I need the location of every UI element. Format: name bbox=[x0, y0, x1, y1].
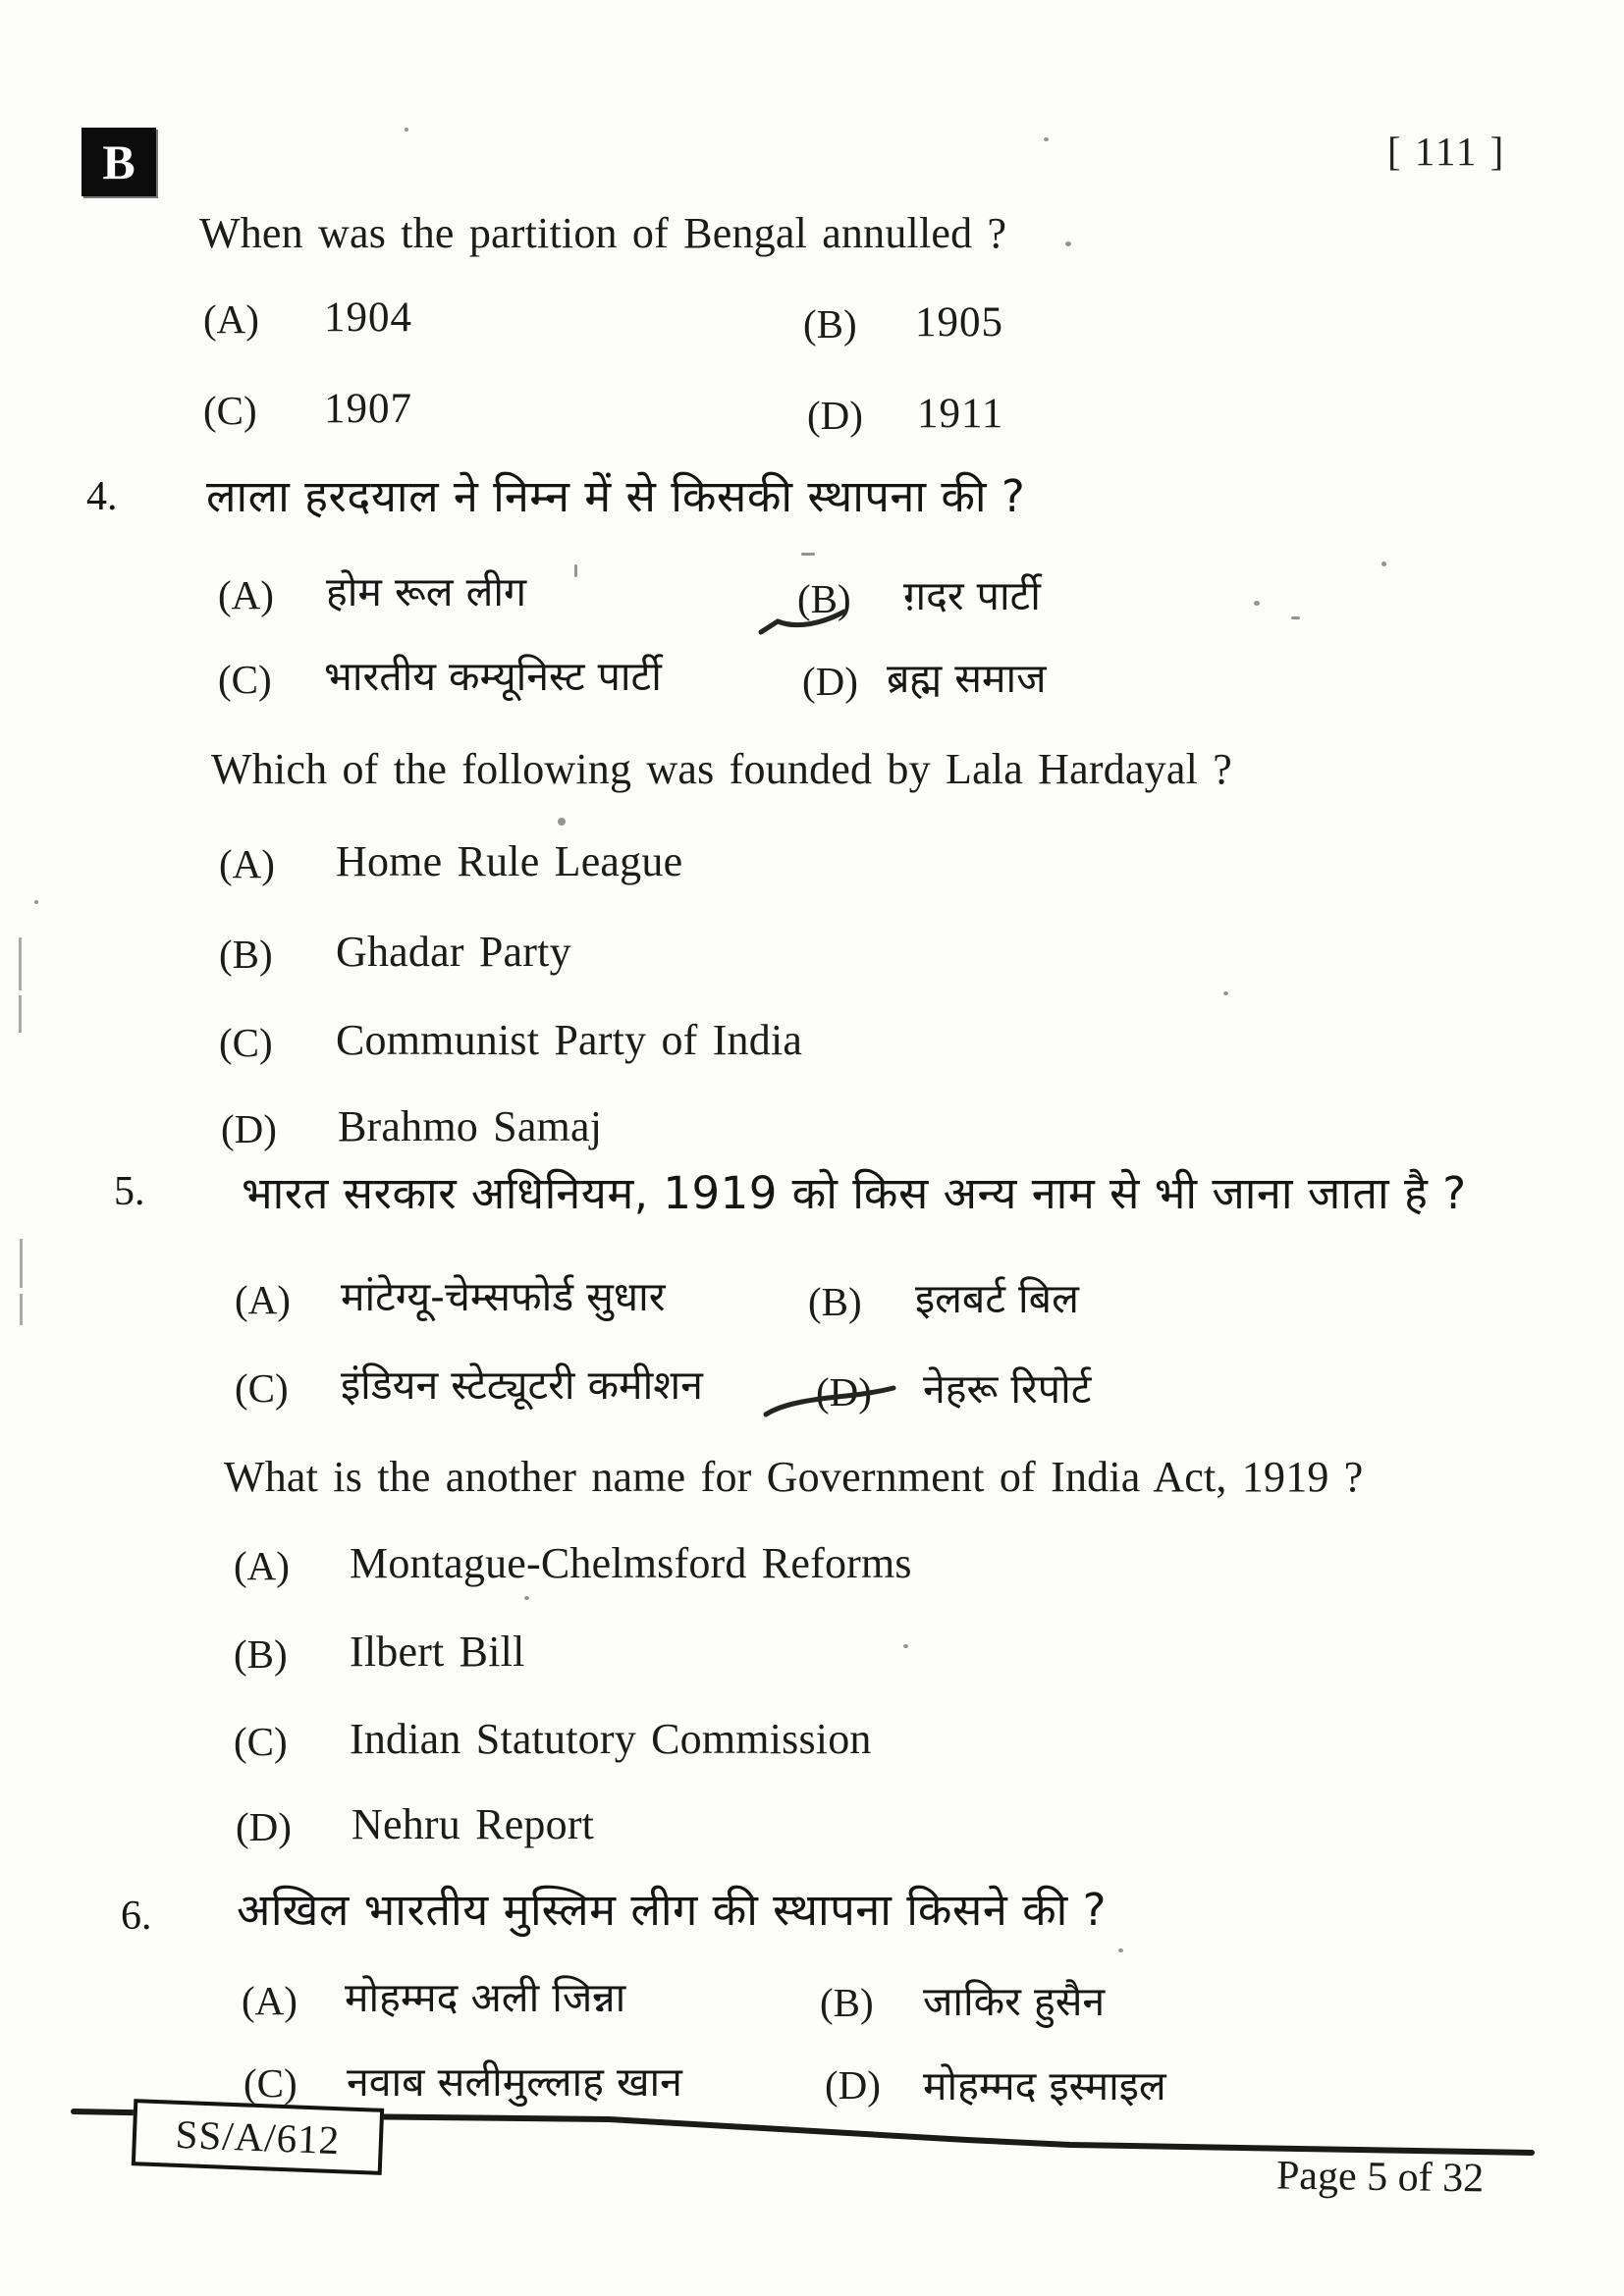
q5-en-option-b-text: Ilbert Bill bbox=[350, 1628, 525, 1676]
q6-hi-option-c-label: (C) bbox=[244, 2060, 298, 2106]
q4-hi-option-c-text: भारतीय कम्यूनिस्ट पार्टी bbox=[324, 653, 662, 700]
section-badge bbox=[81, 128, 156, 196]
q4-en-option-a-text: Home Rule League bbox=[336, 837, 683, 885]
scan-speck bbox=[405, 128, 408, 132]
scan-speck bbox=[1223, 991, 1228, 995]
q3-option-b-label: (B) bbox=[803, 301, 857, 347]
q5-hi-option-c-label: (C) bbox=[235, 1365, 289, 1411]
q6-hi-option-a-text: मोहम्मद अली जिन्ना bbox=[345, 1974, 626, 2021]
q3-option-c-label: (C) bbox=[203, 388, 257, 433]
page-number-bracket: [ 111 ] bbox=[1387, 129, 1506, 174]
scan-speck bbox=[524, 1596, 529, 1600]
q3-option-b-text: 1905 bbox=[915, 299, 1003, 346]
margin-tick bbox=[19, 937, 22, 990]
scan-speck bbox=[574, 564, 577, 577]
scan-speck bbox=[558, 818, 566, 826]
q3-option-d-text: 1911 bbox=[917, 391, 1004, 437]
q4-hi-option-d-label: (D) bbox=[802, 659, 858, 704]
q5-en-option-d-text: Nehru Report bbox=[352, 1800, 595, 1848]
q6-number: 6. bbox=[121, 1894, 152, 1939]
scan-speck bbox=[801, 553, 815, 556]
section-badge-letter: B bbox=[102, 134, 135, 189]
q5-hi-option-b-text: इलबर्ट बिल bbox=[915, 1275, 1079, 1322]
margin-tick bbox=[19, 995, 22, 1033]
scan-speck bbox=[1291, 616, 1300, 619]
paper-code-box bbox=[132, 2099, 384, 2175]
q3-option-a-label: (A) bbox=[203, 296, 259, 342]
q4-en-option-b-text: Ghadar Party bbox=[336, 928, 571, 976]
q5-en-option-a-text: Montague-Chelmsford Reforms bbox=[350, 1539, 912, 1587]
q5-stem-english: What is the another name for Government of India Act, 1919 ? bbox=[224, 1453, 1364, 1501]
q6-hi-option-a-label: (A) bbox=[242, 1978, 298, 2023]
q5-hi-option-d-text: नेहरू रिपोर्ट bbox=[923, 1365, 1092, 1413]
q5-en-option-b-label: (B) bbox=[234, 1631, 288, 1677]
q4-stem-hindi: लाला हरदयाल ने निम्न में से किसकी स्थापना की ? bbox=[206, 470, 1026, 522]
q6-hi-option-b-text: जाकिर हुसैन bbox=[923, 1978, 1106, 2025]
scan-speck bbox=[34, 900, 38, 904]
scan-speck bbox=[1044, 137, 1049, 141]
q5-hi-option-c-text: इंडियन स्टेट्यूटरी कमीशन bbox=[341, 1362, 703, 1409]
q4-hi-option-a-text: होम रूल लीग bbox=[326, 568, 527, 615]
q5-en-option-c-label: (C) bbox=[234, 1719, 288, 1764]
q4-hi-option-b-label: (B) bbox=[797, 576, 851, 621]
q4-en-option-d-text: Brahmo Samaj bbox=[338, 1102, 603, 1150]
q3-option-a-text: 1904 bbox=[324, 294, 412, 341]
q5-number: 5. bbox=[114, 1169, 145, 1214]
q4-hi-option-d-text: ब्रह्म समाज bbox=[887, 655, 1047, 702]
q4-hi-option-c-label: (C) bbox=[218, 657, 272, 702]
scan-speck bbox=[1118, 1949, 1123, 1952]
scan-speck bbox=[1381, 561, 1386, 566]
q6-hi-option-b-label: (B) bbox=[820, 1980, 874, 2025]
q4-hi-option-b-text: ग़दर पार्टी bbox=[903, 572, 1041, 619]
q4-en-option-c-label: (C) bbox=[219, 1020, 273, 1065]
q4-hi-option-a-label: (A) bbox=[218, 572, 274, 617]
q5-hi-option-a-label: (A) bbox=[235, 1277, 291, 1322]
q6-hi-option-d-label: (D) bbox=[825, 2062, 881, 2108]
q5-hi-option-b-label: (B) bbox=[808, 1279, 862, 1324]
q3-stem-english: When was the partition of Bengal annulled ? bbox=[199, 209, 1007, 257]
q4-en-option-c-text: Communist Party of India bbox=[336, 1016, 803, 1064]
margin-tick bbox=[20, 1294, 23, 1325]
page-indicator: Page 5 of 32 bbox=[1275, 2153, 1485, 2202]
q5-hi-option-a-text: मांटेग्यू-चेम्सफोर्ड सुधार bbox=[341, 1273, 666, 1320]
q3-option-d-label: (D) bbox=[807, 393, 863, 438]
q4-number: 4. bbox=[86, 474, 118, 519]
q5-en-option-d-label: (D) bbox=[236, 1804, 292, 1849]
q4-en-option-b-label: (B) bbox=[219, 932, 273, 977]
q4-en-option-d-label: (D) bbox=[221, 1106, 277, 1151]
scan-speck bbox=[1254, 601, 1260, 606]
q4-stem-english: Which of the following was founded by Lala Hardayal ? bbox=[211, 745, 1232, 793]
paper-code: SS/A/612 bbox=[174, 2110, 342, 2163]
margin-tick bbox=[20, 1239, 23, 1288]
q5-hi-option-d-label: (D) bbox=[816, 1369, 872, 1415]
q5-stem-hindi: भारत सरकार अधिनियम, 1919 को किस अन्य नाम से भी जाना जाता है ? bbox=[242, 1167, 1467, 1219]
q5-en-option-c-text: Indian Statutory Commission bbox=[350, 1715, 872, 1763]
q4-en-option-a-label: (A) bbox=[219, 841, 275, 886]
q6-hi-option-c-text: नवाब सलीमुल्लाह खान bbox=[347, 2058, 682, 2106]
q5-en-option-a-label: (A) bbox=[234, 1543, 290, 1588]
scan-speck bbox=[903, 1644, 908, 1648]
scan-speck bbox=[1065, 241, 1071, 246]
q6-stem-hindi: अखिल भारतीय मुस्लिम लीग की स्थापना किसने की ? bbox=[237, 1884, 1108, 1936]
q3-option-c-text: 1907 bbox=[324, 386, 412, 432]
q6-hi-option-d-text: मोहम्मद इस्माइल bbox=[923, 2062, 1166, 2109]
